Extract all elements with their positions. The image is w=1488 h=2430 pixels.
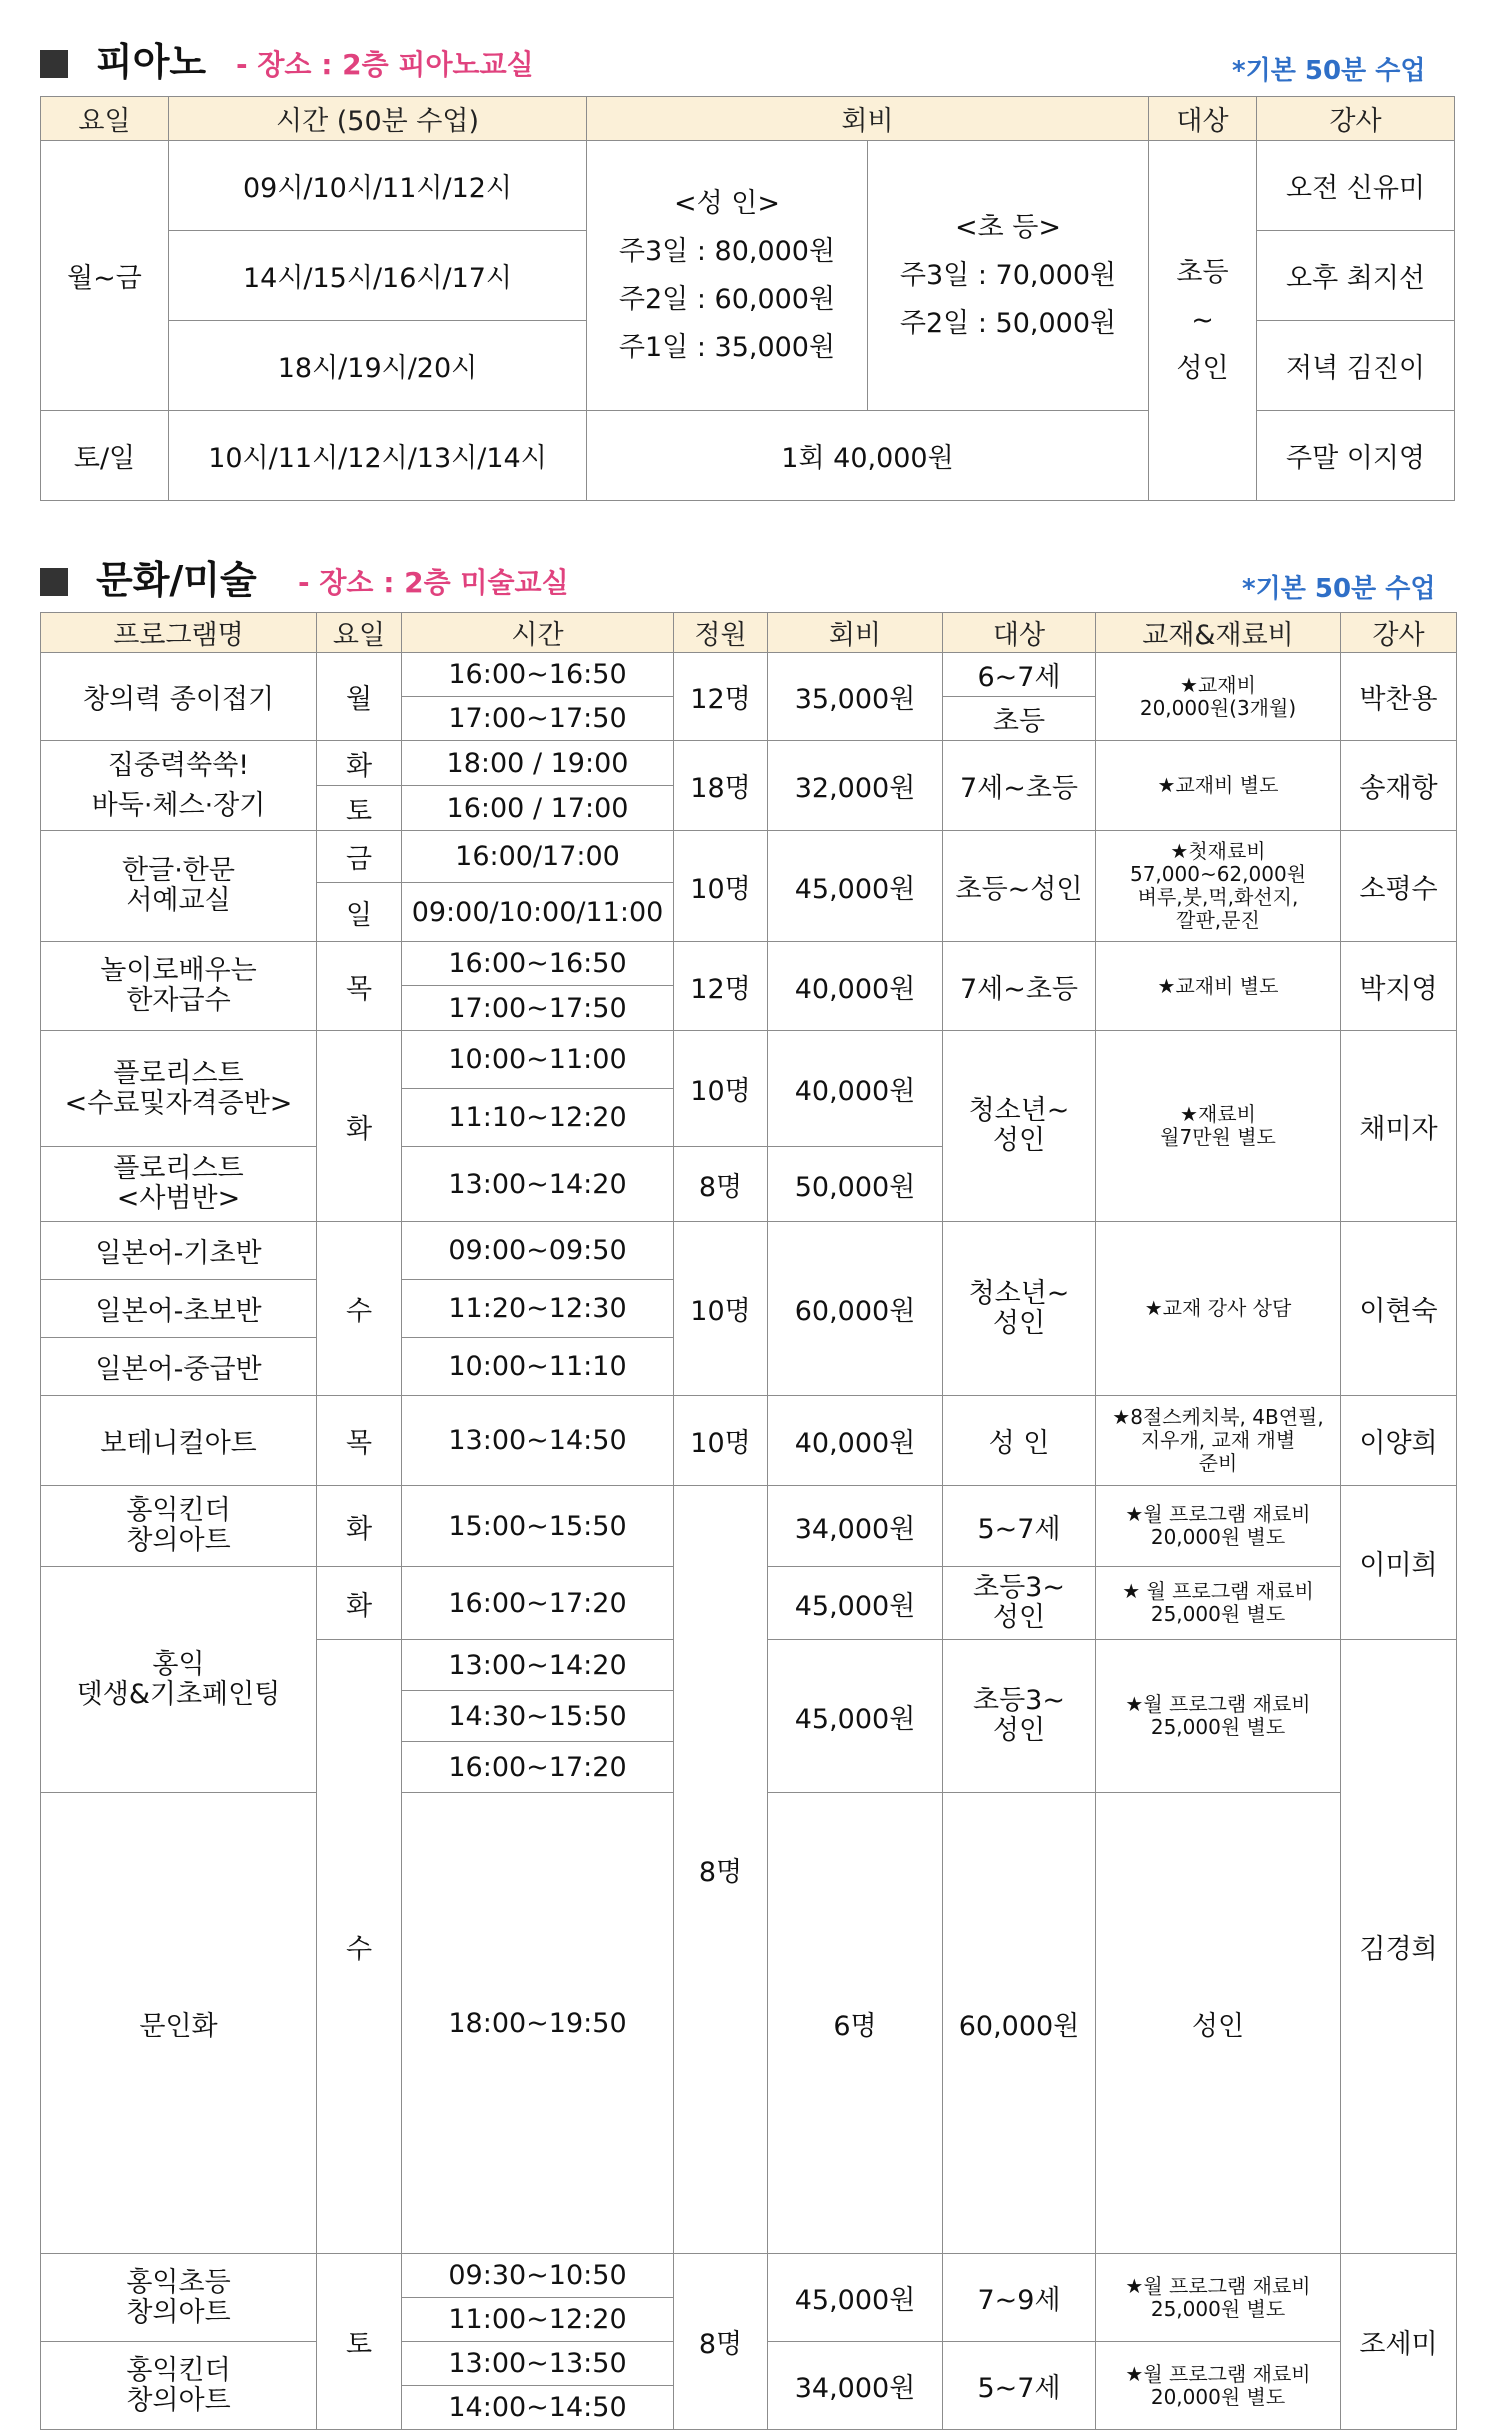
target-cell: 5~7세 [943,1486,1096,1567]
teacher-cell: 송재항 [1341,741,1457,831]
time-cell: 16:00~17:20 [402,1567,674,1640]
capacity-cell: 10명 [674,831,768,942]
capacity-cell: 10명 [674,1031,768,1147]
teacher-cell: 박지영 [1341,942,1457,1031]
teacher-cell: 김경희 [1341,1640,1457,2254]
program-name: 일본어-기초반 [41,1222,317,1280]
program-name: 홍익킨더 창의아트 [41,2342,317,2430]
time-cell: 09:00~09:50 [402,1222,674,1280]
teacher-cell: 저녁 김진이 [1257,321,1455,411]
program-name: 일본어-초보반 [41,1280,317,1338]
target-cell: 청소년~ 성인 [943,1222,1096,1396]
time-cell: 11:20~12:30 [402,1280,674,1338]
time-cell: 13:00~13:50 [402,2342,674,2386]
fee-cell: 34,000원 [768,1486,943,1567]
target-cell: 초등3~ 성인 [943,1567,1096,1640]
program-name: 홍익 뎃생&기초페인팅 [41,1567,317,1793]
day-cell: 화 [317,741,402,786]
materials-cell: ★8절스케치북, 4B연필, 지우개, 교재 개별 준비 [1096,1396,1341,1486]
piano-location: - 장소 : 2층 피아노교실 [236,48,534,81]
header-fee: 회비 [587,97,1149,141]
day-cell: 수 [317,1222,402,1396]
square-bullet-icon [40,50,68,78]
day-cell: 화 [317,1567,402,1640]
header-fee: 회비 [768,613,943,653]
day-cell: 화 [317,1031,402,1222]
time-cell: 16:00 / 17:00 [402,786,674,831]
fee-cell: 35,000원 [768,653,943,741]
child-fee-cell: <초 등> 주3일 : 70,000원 주2일 : 50,000원 [868,141,1149,411]
weekend-cell: 토/일 [41,411,169,501]
teacher-cell: 이미희 [1341,1486,1457,1640]
time-cell: 16:00/17:00 [402,831,674,883]
header-capacity: 정원 [674,613,768,653]
capacity-cell: 12명 [674,942,768,1031]
fee-cell: 40,000원 [768,942,943,1031]
capacity-cell: 10명 [674,1396,768,1486]
target-cell: 초등~성인 [943,831,1096,942]
capacity-cell: 6명 [768,1793,943,2254]
target-cell: 성 인 [943,1396,1096,1486]
day-cell: 목 [317,1396,402,1486]
teacher-cell: 오후 최지선 [1257,231,1455,321]
fee-cell: 40,000원 [768,1031,943,1147]
materials-cell: ★교재 강사 상담 [1096,1222,1341,1396]
materials-cell: ★ 월 프로그램 재료비 25,000원 별도 [1096,1567,1341,1640]
day-cell: 월 [317,653,402,741]
adult-fee-cell: <성 인> 주3일 : 80,000원 주2일 : 60,000원 주1일 : 35,000원 [587,141,868,411]
program-name: 플로리스트 <사범반> [41,1147,317,1222]
capacity-cell: 8명 [674,2254,768,2430]
materials-cell: ★재료비 월7만원 별도 [1096,1031,1341,1222]
time-slot: 10시/11시/12시/13시/14시 [169,411,587,501]
teacher-cell: 오전 신유미 [1257,141,1455,231]
time-slot: 18시/19시/20시 [169,321,587,411]
day-cell: 목 [317,942,402,1031]
capacity-cell: 8명 [674,1486,768,2254]
fee-cell: 45,000원 [768,1567,943,1640]
time-cell: 10:00~11:00 [402,1031,674,1089]
fee-cell: 45,000원 [768,1640,943,1793]
materials-cell: ★월 프로그램 재료비 20,000원 별도 [1096,2342,1341,2430]
materials-cell: ★첫재료비 57,000~62,000원 벼루,붓,먹,화선지, 깔판,문진 [1096,831,1341,942]
day-cell: 수 [317,1640,402,2254]
header-program: 프로그램명 [41,613,317,653]
capacity-cell: 18명 [674,741,768,831]
time-cell: 15:00~15:50 [402,1486,674,1567]
culture-location: - 장소 : 2층 미술교실 [298,566,569,599]
header-day: 요일 [317,613,402,653]
day-cell: 금 [317,831,402,883]
piano-note: *기본 50분 수업 [1232,56,1426,86]
materials-cell: ★교재비 20,000원(3개월) [1096,653,1341,741]
time-slot: 09시/10시/11시/12시 [169,141,587,231]
teacher-cell: 채미자 [1341,1031,1457,1222]
fee-cell: 34,000원 [768,2342,943,2430]
target-cell: 5~7세 [943,2342,1096,2430]
fee-cell: 50,000원 [768,1147,943,1222]
time-cell: 11:10~12:20 [402,1089,674,1147]
teacher-cell: 박찬용 [1341,653,1457,741]
header-time: 시간 [402,613,674,653]
target-cell: 성인 [1096,1793,1341,2254]
time-cell: 10:00~11:10 [402,1338,674,1396]
time-cell: 13:00~14:20 [402,1147,674,1222]
fee-cell: 40,000원 [768,1396,943,1486]
time-cell: 18:00 / 19:00 [402,741,674,786]
day-cell: 화 [317,1486,402,1567]
time-cell: 16:00~17:20 [402,1742,674,1793]
materials-cell: ★교재비 별도 [1096,942,1341,1031]
culture-note: *기본 50분 수업 [1242,574,1436,604]
program-name: 홍익킨더 창의아트 [41,1486,317,1567]
piano-title: 피아노 [96,40,207,84]
capacity-cell: 10명 [674,1222,768,1396]
square-bullet-icon [40,568,68,596]
materials-cell: ★교재비 별도 [1096,741,1341,831]
teacher-cell: 소평수 [1341,831,1457,942]
time-cell: 13:00~14:50 [402,1396,674,1486]
header-teacher: 강사 [1257,97,1455,141]
fee-cell: 32,000원 [768,741,943,831]
day-cell: 일 [317,883,402,942]
piano-table [40,96,1455,501]
time-cell: 13:00~14:20 [402,1640,674,1691]
fee-cell: 45,000원 [768,831,943,942]
program-name: 문인화 [41,1793,317,2254]
materials-cell: ★월 프로그램 재료비 20,000원 별도 [1096,1486,1341,1567]
teacher-cell: 이양희 [1341,1396,1457,1486]
time-cell: 14:30~15:50 [402,1691,674,1742]
target-cell: 초등 [943,697,1096,741]
culture-title: 문화/미술 [96,558,257,602]
target-cell: 7세~초등 [943,942,1096,1031]
teacher-cell: 이현숙 [1341,1222,1457,1396]
day-cell: 토 [317,786,402,831]
weekend-fee-cell: 1회 40,000원 [587,411,1149,501]
header-teacher: 강사 [1341,613,1457,653]
header-target: 대상 [943,613,1096,653]
program-name: 창의력 종이접기 [41,653,317,741]
time-cell: 17:00~17:50 [402,986,674,1031]
header-day: 요일 [41,97,169,141]
header-time: 시간 (50분 수업) [169,97,587,141]
program-name: 플로리스트 <수료및자격증반> [41,1031,317,1147]
program-name: 홍익초등 창의아트 [41,2254,317,2342]
target-cell: 초등3~ 성인 [943,1640,1096,1793]
teacher-cell: 조세미 [1341,2254,1457,2430]
time-cell: 09:30~10:50 [402,2254,674,2298]
target-cell: 초등 ~ 성인 [1149,141,1257,501]
capacity-cell: 12명 [674,653,768,741]
target-cell: 청소년~ 성인 [943,1031,1096,1222]
program-name: 일본어-중급반 [41,1338,317,1396]
target-cell: 6~7세 [943,653,1096,697]
time-cell: 18:00~19:50 [402,1793,674,2254]
time-cell: 16:00~16:50 [402,942,674,986]
culture-table [40,612,1457,2430]
materials-cell: ★월 프로그램 재료비 25,000원 별도 [1096,1640,1341,1793]
capacity-cell: 8명 [674,1147,768,1222]
program-name: 한글·한문 서예교실 [41,831,317,942]
target-cell: 7~9세 [943,2254,1096,2342]
fee-cell: 60,000원 [943,1793,1096,2254]
program-name: 놀이로배우는 한자급수 [41,942,317,1031]
header-target: 대상 [1149,97,1257,141]
target-cell: 7세~초등 [943,741,1096,831]
weekday-cell: 월~금 [41,141,169,411]
time-cell: 11:00~12:20 [402,2298,674,2342]
materials-cell: ★월 프로그램 재료비 25,000원 별도 [1096,2254,1341,2342]
time-cell: 17:00~17:50 [402,697,674,741]
time-cell: 09:00/10:00/11:00 [402,883,674,942]
fee-cell: 60,000원 [768,1222,943,1396]
day-cell: 토 [317,2254,402,2430]
time-cell: 16:00~16:50 [402,653,674,697]
teacher-cell: 주말 이지영 [1257,411,1455,501]
program-name: 보테니컬아트 [41,1396,317,1486]
header-materials: 교재&재료비 [1096,613,1341,653]
fee-cell: 45,000원 [768,2254,943,2342]
time-cell: 14:00~14:50 [402,2386,674,2430]
program-name: 집중력쑥쑥! 바둑·체스·장기 [41,741,317,831]
time-slot: 14시/15시/16시/17시 [169,231,587,321]
